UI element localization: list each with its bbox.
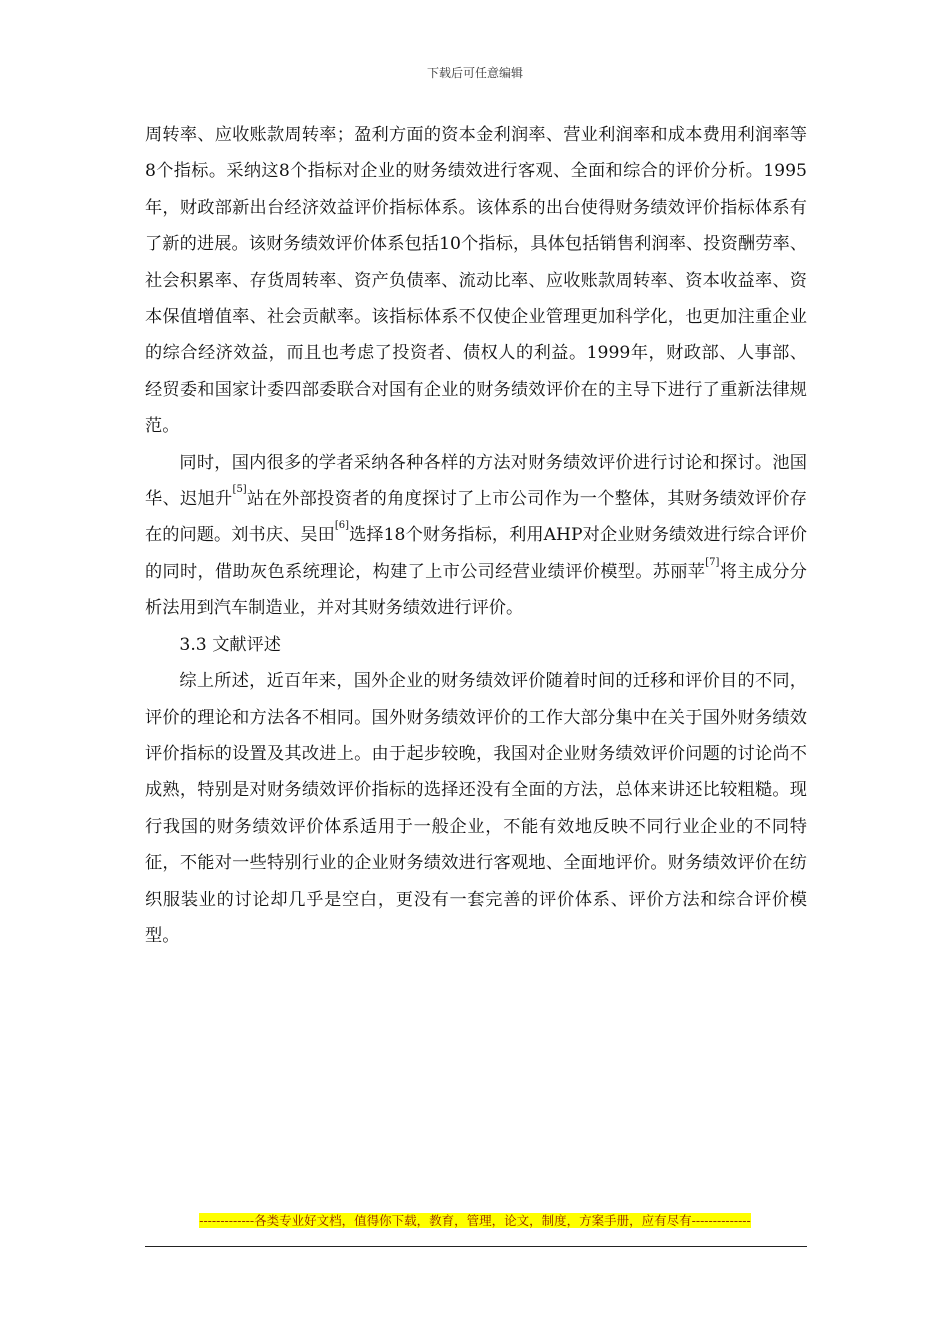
- page-header-note: 下载后可任意编辑: [426, 66, 523, 80]
- citation-7: [7]: [705, 556, 720, 568]
- footer-banner-text: -------------各类专业好文档，值得你下载，教育，管理，论文，制度，方案手册，应有尽有--------------: [199, 1213, 751, 1228]
- paragraph-1: 周转率、应收账款周转率；盈利方面的资本金利润率、营业利润率和成本费用利润率等8个指标。采纳这8个指标对企业的财务绩效进行客观、全面和综合的评价分析。1995年，财政部新出台经济效益评价指标体系。该体系的出台使得财务绩效评价指标体系有了新的进展。该财务绩效评价体系包括10个指标，具体包括销售利润率、投资酬劳率、社会积累率、存货周转率、资产负债率、流动比率、应收账款周转率、资本收益率、资本保值增值率、社会贡献率。该指标体系不仅使企业管理更加科学化，也更加注重企业的综合经济效益，而且也考虑了投资者、债权人的利益。1999年，财政部、人事部、经贸委和国家计委四部委联合对国有企业的财务绩效评价在的主导下进行了重新法律规范。: [145, 125, 807, 437]
- paragraph-3: 综上所述，近百年来，国外企业的财务绩效评价随着时间的迁移和评价目的不同，评价的理论和方法各不相同。国外财务绩效评价的工作大部分集中在关于国外财务绩效评价指标的设置及其改进上。由于起步较晚，我国对企业财务绩效评价问题的讨论尚不成熟，特别是对财务绩效评价指标的选择还没有全面的方法，总体来讲还比较粗糙。现行我国的财务绩效评价体系适用于一般企业，不能有效地反映不同行业企业的不同特征，不能对一些特别行业的企业财务绩效进行客观地、全面地评价。财务绩效评价在纺织服装业的讨论却几乎是空白，更没有一套完善的评价体系、评价方法和综合评价模型。: [145, 671, 807, 946]
- citation-6: [6]: [334, 520, 350, 532]
- footer-divider: [145, 1246, 807, 1247]
- paragraph-2-text-c: 选择18个财务指标，利用AHP对企业财务绩效进行综合评价的同时，借助灰色系统理论，构建了上市公司经营业绩评价模型。苏丽苹: [145, 525, 807, 582]
- citation-5: [5]: [232, 484, 247, 496]
- document-body: [145, 117, 807, 954]
- section-heading-3-3: 3.3 文献评述: [179, 634, 281, 655]
- paragraph-2-text-d: 将主成分分析法用到汽车制造业，并对其财务绩效进行评价。: [145, 561, 807, 619]
- paragraph-2-text-b: 站在外部投资者的角度探讨了上市公司作为一个整体，其财务绩效评价存在的问题。刘书庆、吴田: [145, 489, 807, 546]
- footer-banner: [170, 1213, 780, 1229]
- paragraph-2-text-a: 同时，国内很多的学者采纳各种各样的方法对财务绩效评价进行讨论和探讨。池国华、迟旭升: [145, 452, 807, 510]
- paragraph-2: [145, 445, 807, 627]
